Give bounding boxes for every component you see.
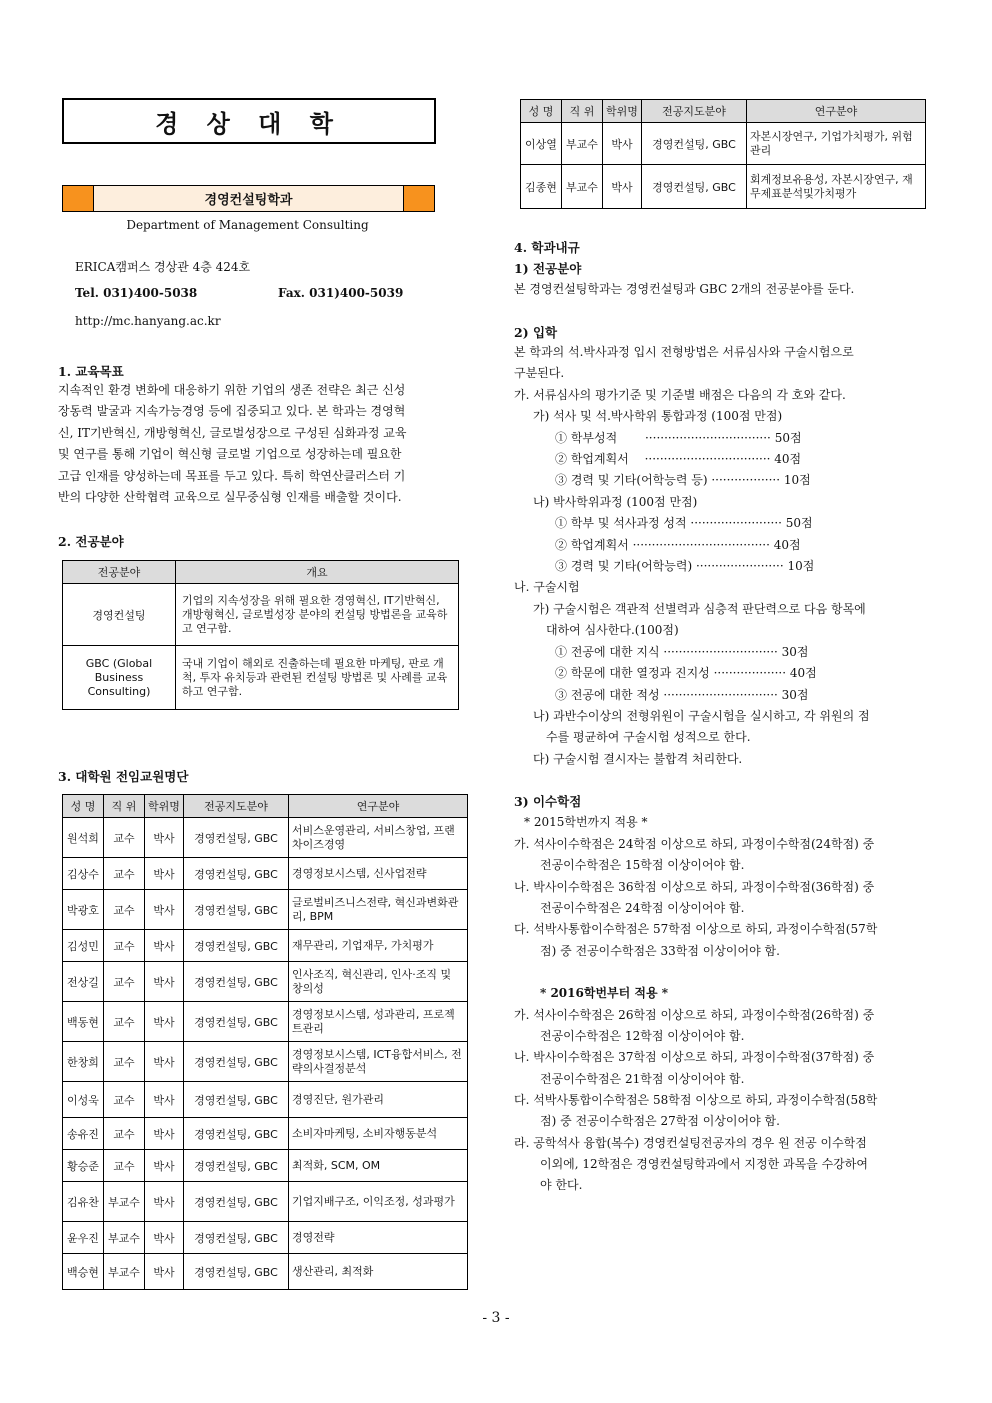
credit-line: * 2016학번부터 적용 * [540,986,669,1000]
faculty-position: 교수 [104,930,145,962]
college-title: 경 상 대 학 [62,98,436,144]
faculty-degree: 박사 [145,1082,184,1118]
admission-line: ③ 경력 및 기타(어학능력 등) ·················· 10점 [555,473,811,487]
faculty-row [63,1150,468,1182]
faculty-name: 전상길 [63,962,104,1002]
faculty-position: 부교수 [562,123,603,165]
admission-line: 구분된다. [514,366,565,380]
tel: Tel. 031)400-5038 [75,286,198,300]
sub-1-title: 1) 전공분야 [514,261,582,276]
admission-line: ① 학부성적 ································· 50점 [555,431,802,445]
faculty-row [63,1042,468,1082]
faculty-research: 경영정보시스템, 성과관리, 프로젝트관리 [289,1002,468,1042]
faculty-research: 자본시장연구, 기업가치평가, 위험관리 [747,123,926,165]
credit-line: 이외에, 12학점은 경영컨설팅학과에서 지정한 과목을 수강하여 [540,1157,868,1171]
sub-3-title: 3) 이수학점 [514,794,582,809]
credit-line: 점) 중 전공이수학점은 27학점 이상이어야 함. [540,1114,780,1128]
faculty-degree: 박사 [145,1118,184,1150]
faculty-major: 경영컨설팅, GBC [184,890,289,930]
admission-line: ① 전공에 대한 지식 ······························ 30점 [555,645,809,659]
faculty-research: 서비스운영관리, 서비스창업, 프랜차이즈경영 [289,818,468,858]
faculty-research: 기업지배구조, 이익조정, 성과평가 [289,1182,468,1222]
body-line: 반의 다양한 산학협력 교육으로 실무중심형 인재를 배출할 것이다. [58,490,402,505]
faculty-table-header: 전공지도분야 [184,795,289,818]
body-line: 신, IT기반혁신, 개방형혁신, 글로벌성장으로 구성된 심화과정 교육 [58,425,407,440]
faculty-research: 글로벌비즈니스전략, 혁신과변화관리, BPM [289,890,468,930]
credit-line: 가. 석사이수학점은 26학점 이상으로 하되, 과정이수학점(26학점) 중 [514,1008,875,1022]
faculty-row [63,1222,468,1254]
faculty-position: 교수 [104,962,145,1002]
faculty-position: 교수 [104,1150,145,1182]
faculty-degree: 박사 [145,1002,184,1042]
faculty-name: 김성민 [63,930,104,962]
section-1-body [58,380,478,508]
faculty-major: 경영컨설팅, GBC [184,930,289,962]
faculty-table-header: 연구분야 [289,795,468,818]
faculty-degree: 박사 [145,818,184,858]
faculty-row [63,890,468,930]
faculty-name: 박광호 [63,890,104,930]
faculty-position: 교수 [104,858,145,890]
faculty-position: 교수 [104,1082,145,1118]
website-link[interactable]: http://mc.hanyang.ac.kr [75,314,221,328]
admission-line: 대하여 심사한다.(100점) [546,623,679,637]
admission-line: 나. 구술시험 [514,580,580,594]
faculty-name: 원석희 [63,818,104,858]
faculty-position: 교수 [104,1002,145,1042]
faculty-major: 경영컨설팅, GBC [184,1150,289,1182]
credit-line: 전공이수학점은 12학점 이상이어야 함. [540,1029,745,1043]
faculty-position: 부교수 [104,1222,145,1254]
faculty-name: 윤우진 [63,1222,104,1254]
faculty-table-header: 직 위 [562,100,603,123]
faculty-table-header: 학위명 [145,795,184,818]
credit-line: 전공이수학점은 24학점 이상이어야 함. [540,901,745,915]
faculty-major: 경영컨설팅, GBC [184,818,289,858]
faculty-major: 경영컨설팅, GBC [184,1118,289,1150]
faculty-row [63,1002,468,1042]
admission-line: 본 학과의 석.박사과정 입시 전형방법은 서류심사와 구술시험으로 [514,345,854,359]
faculty-name: 김종현 [521,165,562,209]
credit-line: 야 한다. [540,1178,583,1192]
major-desc: 국내 기업이 해외로 진출하는데 필요한 마케팅, 판로 개척, 투자 유치등과 관련된 컨설팅 방법론 및 사례를 교육하고 연구함. [176,646,459,710]
faculty-research: 경영전략 [289,1222,468,1254]
address: ERICA캠퍼스 경상관 4층 424호 [75,260,251,274]
fax: Fax. 031)400-5039 [278,286,404,300]
faculty-table-header: 학위명 [603,100,642,123]
body-line: 장동력 발굴과 지속가능경영 등에 집중되고 있다. 본 학과는 경영혁 [58,404,406,419]
faculty-degree: 박사 [145,858,184,890]
faculty-major: 경영컨설팅, GBC [642,123,747,165]
dept-name: 경영컨설팅학과 [93,186,404,211]
faculty-name: 황승준 [63,1150,104,1182]
section-2-title: 2. 전공분야 [58,534,124,549]
faculty-major: 경영컨설팅, GBC [184,1082,289,1118]
admission-line: ② 학문에 대한 열정과 진지성 ··················· 40점 [555,666,817,680]
major-table [62,560,459,710]
admission-line: 나) 과반수이상의 전형위원이 구술시험을 실시하고, 각 위원의 점 [533,709,870,723]
credit-line: 전공이수학점은 15학점 이상이어야 함. [540,858,745,872]
faculty-table-header: 전공지도분야 [642,100,747,123]
faculty-degree: 박사 [145,1182,184,1222]
faculty-degree: 박사 [145,962,184,1002]
faculty-name: 이성욱 [63,1082,104,1118]
faculty-research: 최적화, SCM, OM [289,1150,468,1182]
credit-line: 다. 석박사통합이수학점은 57학점 이상으로 하되, 과정이수학점(57학 [514,922,878,936]
faculty-research: 경영진단, 원가관리 [289,1082,468,1118]
faculty-position: 교수 [104,1042,145,1082]
admission-line: ① 학부 및 석사과정 성적 ························ 50점 [555,516,813,530]
faculty-table-continued [520,99,926,209]
admission-line: ② 학업계획서 ···································· 40점 [555,538,801,552]
admission-line: ③ 전공에 대한 적성 ······························ 30점 [555,688,809,702]
faculty-research: 경영정보시스템, ICT융합서비스, 전략의사결정분석 [289,1042,468,1082]
admission-line: 나) 박사학위과정 (100점 만점) [533,495,698,509]
body-line: 및 연구를 통해 기업이 혁신형 글로벌 기업으로 성장하는데 필요한 [58,447,402,462]
faculty-major: 경영컨설팅, GBC [184,1254,289,1290]
faculty-table-header: 성 명 [521,100,562,123]
faculty-row [63,962,468,1002]
body-line: 고급 인재를 양성하는데 목표를 두고 있다. 특히 학연산클러스터 기 [58,468,406,483]
faculty-degree: 박사 [145,1254,184,1290]
admission-line: 가) 구술시험은 객관적 선별력과 심층적 판단력으로 다음 항목에 [533,602,866,616]
faculty-degree: 박사 [145,930,184,962]
credit-line: 점) 중 전공이수학점은 33학점 이상이어야 함. [540,944,780,958]
faculty-research: 소비자마케팅, 소비자행동분석 [289,1118,468,1150]
faculty-name: 한창희 [63,1042,104,1082]
faculty-major: 경영컨설팅, GBC [184,1222,289,1254]
faculty-name: 백승현 [63,1254,104,1290]
faculty-research: 생산관리, 최적화 [289,1254,468,1290]
faculty-position: 교수 [104,890,145,930]
sub-1-text: 본 경영컨설팅학과는 경영컨설팅과 GBC 2개의 전공분야를 둔다. [514,282,855,296]
faculty-row [63,930,468,962]
faculty-row [63,1182,468,1222]
faculty-degree: 박사 [145,1222,184,1254]
faculty-degree: 박사 [145,890,184,930]
faculty-major: 경영컨설팅, GBC [184,1042,289,1082]
faculty-name: 백동현 [63,1002,104,1042]
faculty-major: 경영컨설팅, GBC [642,165,747,209]
faculty-degree: 박사 [145,1150,184,1182]
faculty-table-header: 성 명 [63,795,104,818]
faculty-position: 부교수 [104,1254,145,1290]
faculty-table [62,794,468,1290]
sub-2-title: 2) 입학 [514,325,558,340]
faculty-name: 이상열 [521,123,562,165]
faculty-research: 재무관리, 기업재무, 가치평가 [289,930,468,962]
faculty-position: 교수 [104,818,145,858]
faculty-table-header: 직 위 [104,795,145,818]
admission-line: 가. 서류심사의 평가기준 및 기준별 배점은 다음의 각 호와 같다. [514,388,846,402]
faculty-row [63,1082,468,1118]
credit-line: 나. 박사이수학점은 37학점 이상으로 하되, 과정이수학점(37학점) 중 [514,1050,875,1064]
faculty-row [63,818,468,858]
major-table-header: 전공분야 [63,561,176,584]
major-table-header: 개요 [176,561,459,584]
faculty-major: 경영컨설팅, GBC [184,1002,289,1042]
admission-line: 다) 구술시험 결시자는 불합격 처리한다. [533,752,743,766]
admission-line: 수를 평균하여 구술시험 성적으로 한다. [546,730,751,744]
faculty-row [63,1118,468,1150]
section-1-title: 1. 교육목표 [58,364,124,379]
faculty-name: 송유진 [63,1118,104,1150]
faculty-research: 인사조직, 혁신관리, 인사·조직 및 창의성 [289,962,468,1002]
section-3-title: 3. 대학원 전임교원명단 [58,769,189,784]
faculty-name: 김상수 [63,858,104,890]
faculty-research: 회계정보유용성, 자본시장연구, 재무제표분석및가치평가 [747,165,926,209]
credit-line: 다. 석박사통합이수학점은 58학점 이상으로 하되, 과정이수학점(58학 [514,1093,878,1107]
faculty-position: 부교수 [104,1182,145,1222]
faculty-research: 경영정보시스템, 신사업전략 [289,858,468,890]
faculty-position: 부교수 [562,165,603,209]
faculty-row [63,1254,468,1290]
faculty-position: 교수 [104,1118,145,1150]
faculty-major: 경영컨설팅, GBC [184,962,289,1002]
credit-line: * 2015학번까지 적용 * [524,815,648,829]
credit-line: 전공이수학점은 21학점 이상이어야 함. [540,1072,745,1086]
faculty-row [63,858,468,890]
dept-name-banner [62,185,435,212]
faculty-major: 경영컨설팅, GBC [184,1182,289,1222]
page-number: - 3 - [482,1310,510,1326]
dept-english-name: Department of Management Consulting [126,218,369,232]
admission-line: ② 학업계획서 ································· 40점 [555,452,802,466]
faculty-degree: 박사 [603,123,642,165]
major-field: 경영컨설팅 [63,584,176,646]
major-field: GBC (Global Business Consulting) [63,646,176,710]
faculty-name: 김유찬 [63,1182,104,1222]
faculty-table-header: 연구분야 [747,100,926,123]
faculty-degree: 박사 [603,165,642,209]
credit-line: 나. 박사이수학점은 36학점 이상으로 하되, 과정이수학점(36학점) 중 [514,880,875,894]
credit-line: 라. 공학석사 융합(복수) 경영컨설팅전공자의 경우 원 전공 이수학점 [514,1136,867,1150]
admission-line: ③ 경력 및 기타(어학능력) ······················· 10점 [555,559,815,573]
admission-line: 가) 석사 및 석.박사학위 통합과정 (100점 만점) [533,409,783,423]
credit-line: 가. 석사이수학점은 24학점 이상으로 하되, 과정이수학점(24학점) 중 [514,837,875,851]
section-4-title: 4. 학과내규 [514,240,580,255]
faculty-degree: 박사 [145,1042,184,1082]
body-line: 지속적인 환경 변화에 대응하기 위한 기업의 생존 전략은 최근 신성 [58,383,406,397]
major-desc: 기업의 지속성장을 위해 필요한 경영혁신, IT기반혁신, 개방형혁신, 글로벌성장 분야의 컨설팅 방법론을 교육하고 연구함. [176,584,459,646]
faculty-major: 경영컨설팅, GBC [184,858,289,890]
